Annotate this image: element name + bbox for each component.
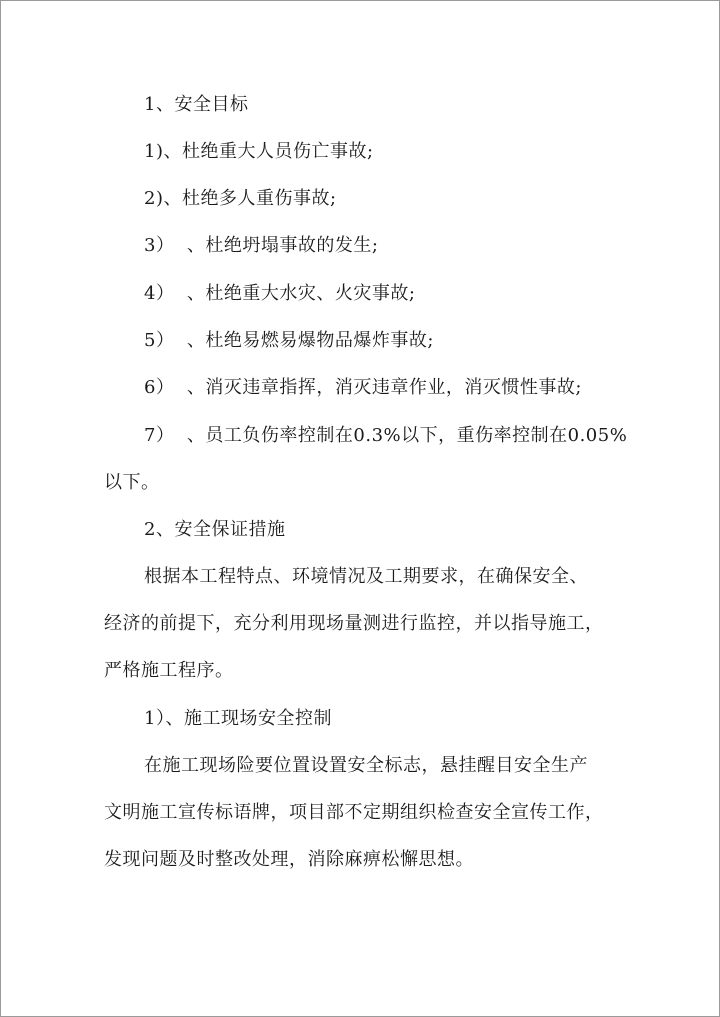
paragraph-site-line-2: 文明施工宣传标语牌，项目部不定期组织检查安全宣传工作，: [104, 802, 604, 823]
goal-item-4: 4） 、杜绝重大水灾、火灾事故;: [144, 283, 416, 304]
goal-item-6: 6） 、消灭违章指挥，消灭违章作业，消灭惯性事故;: [144, 377, 582, 398]
goal-item-7: 7） 、员工负伤率控制在0.3%以下，重伤率控制在0.05%: [144, 425, 628, 446]
section-heading-safety-goals: 1、安全目标: [144, 94, 249, 115]
paragraph-measures-line-3: 严格施工程序。: [104, 660, 234, 681]
paragraph-site-line-1: 在施工现场险要位置设置安全标志，悬挂醒目安全生产: [144, 755, 588, 776]
paragraph-measures-line-2: 经济的前提下，充分利用现场量测进行监控，并以指导施工，: [104, 613, 604, 634]
paragraph-site-line-3: 发现问题及时整改处理，消除麻痹松懈思想。: [104, 849, 474, 870]
paragraph-measures-line-1: 根据本工程特点、环境情况及工期要求，在确保安全、: [144, 566, 588, 587]
goal-item-2: 2)、杜绝多人重伤事故;: [144, 188, 337, 209]
goal-item-3: 3） 、杜绝坍塌事故的发生;: [144, 235, 379, 256]
goal-item-5: 5） 、杜绝易燃易爆物品爆炸事故;: [144, 330, 434, 351]
subsection-heading-site-safety: 1）、施工现场安全控制: [144, 708, 332, 729]
goal-item-7-continuation: 以下。: [104, 472, 160, 493]
goal-item-1: 1)、杜绝重大人员伤亡事故;: [144, 141, 374, 162]
section-heading-safety-measures: 2、安全保证措施: [144, 519, 286, 540]
